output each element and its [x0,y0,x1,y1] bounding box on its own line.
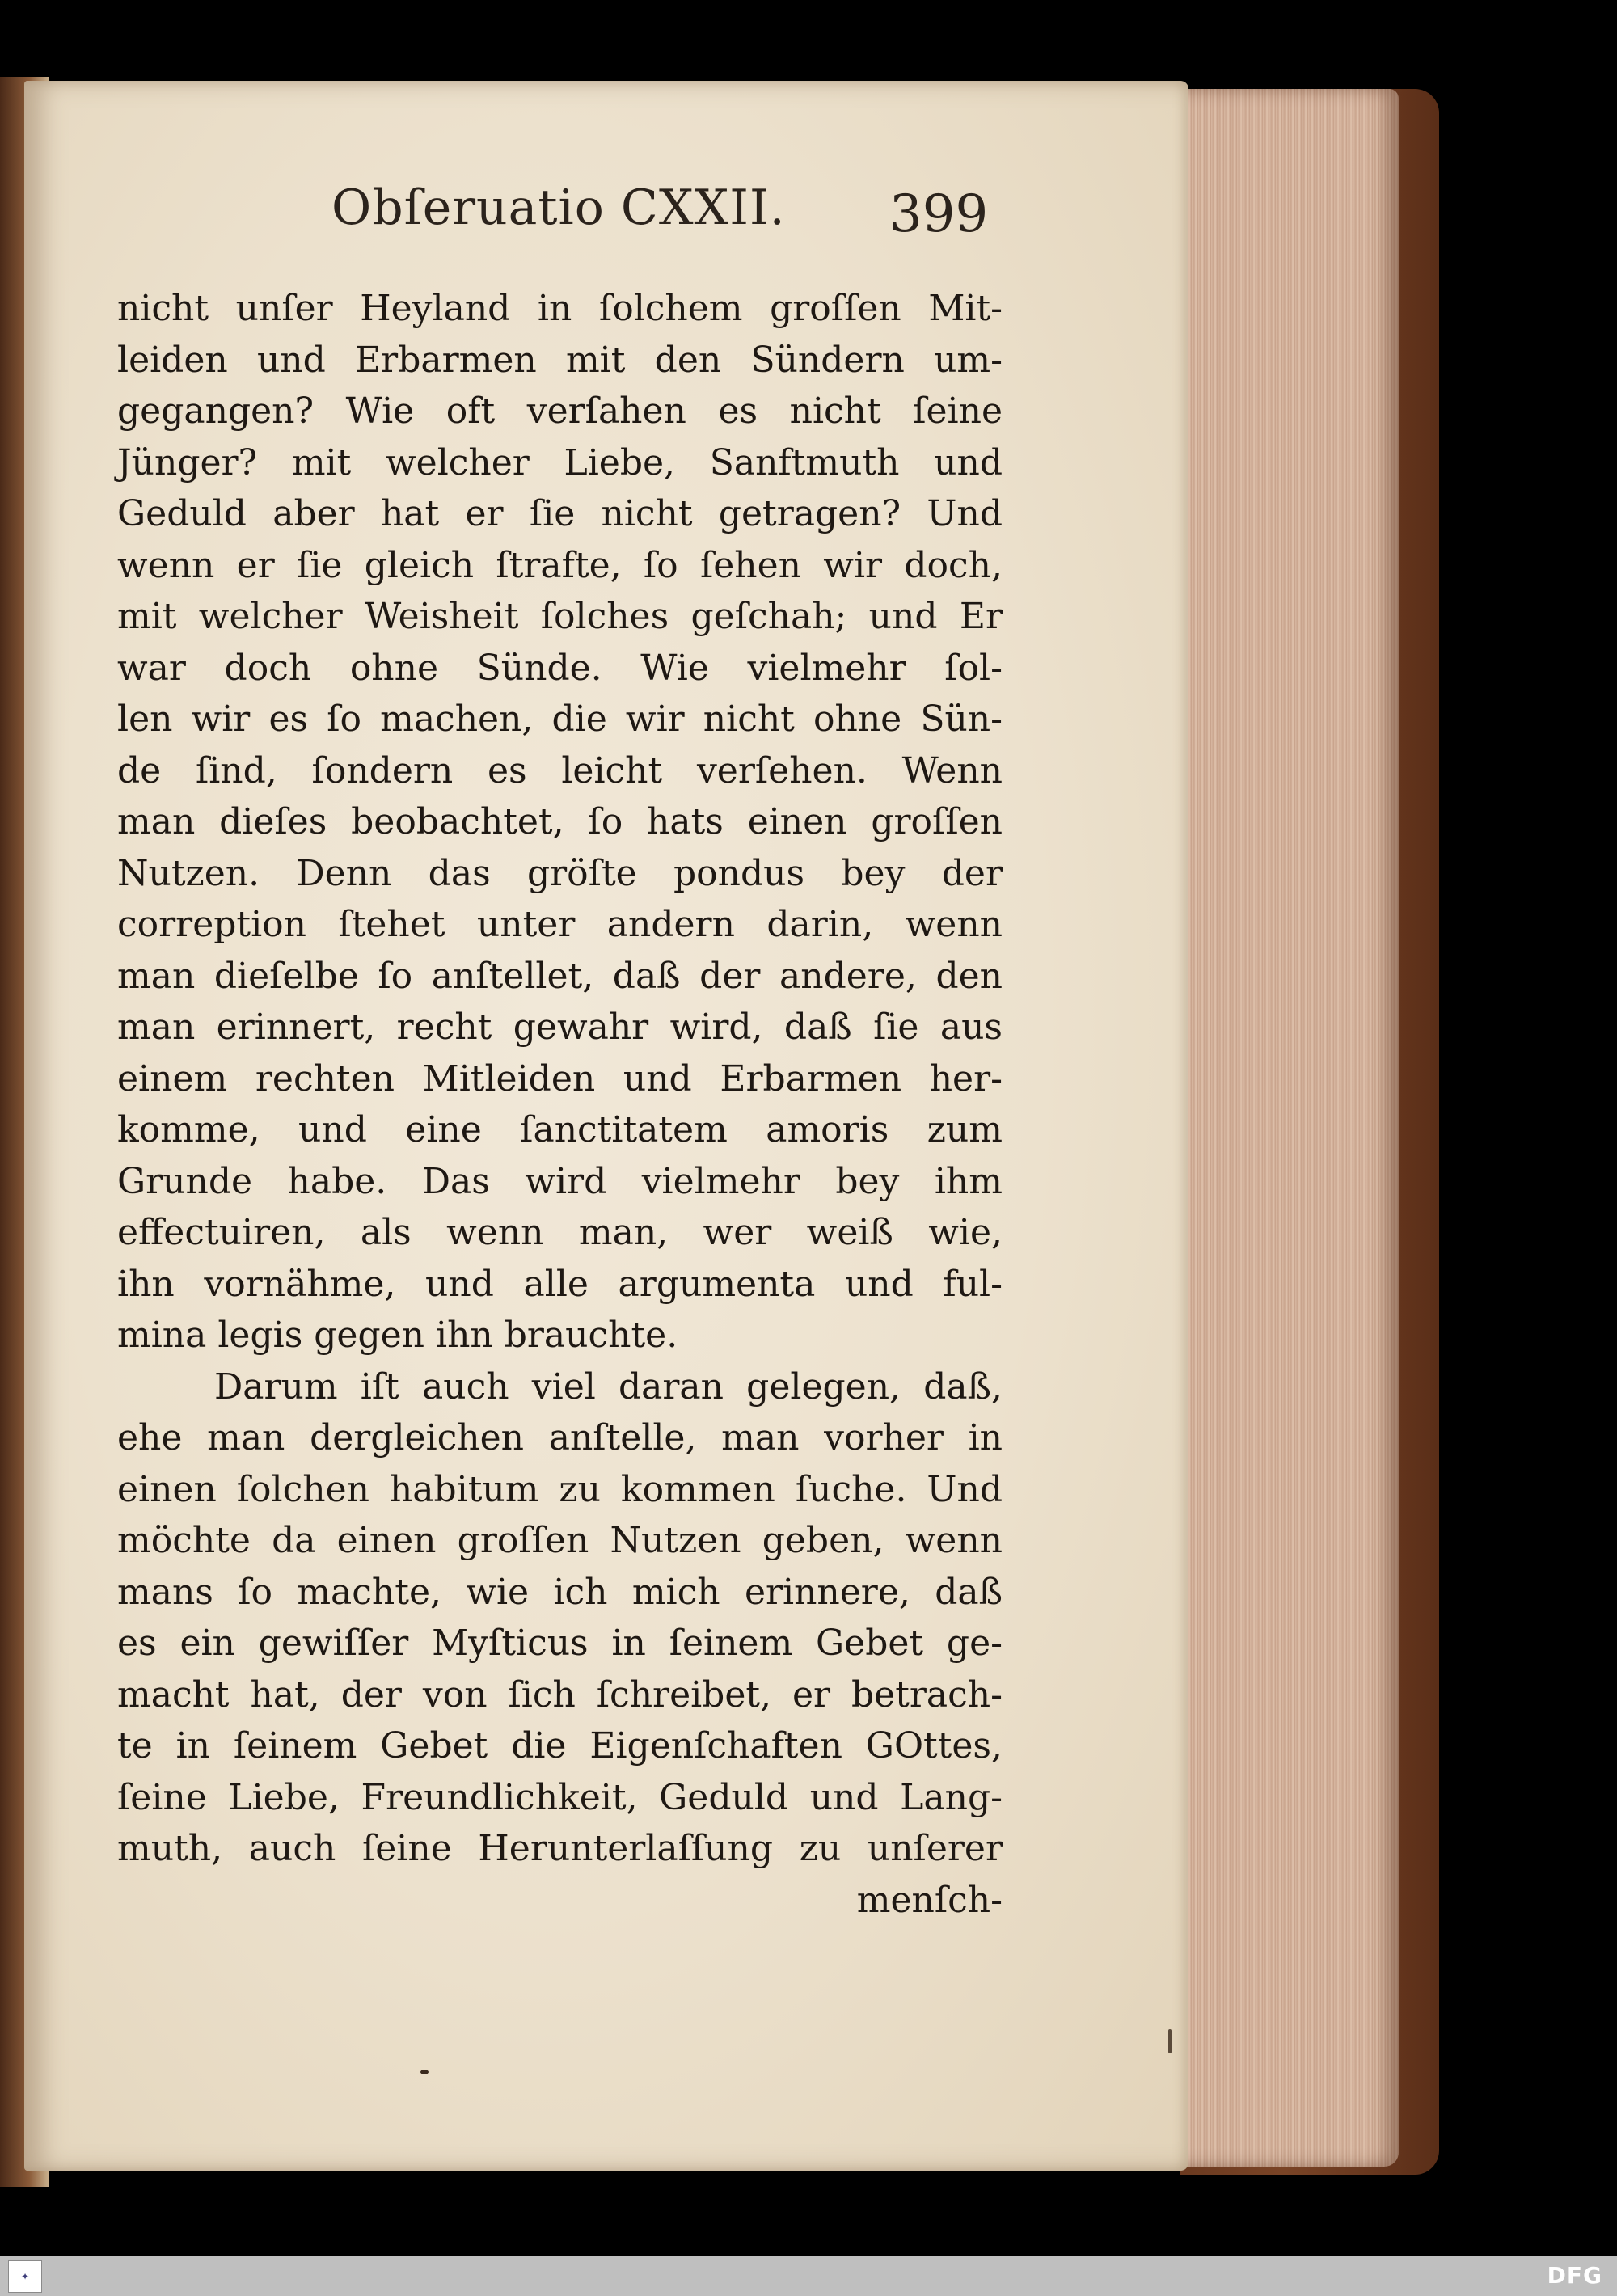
text-line: gegangen? Wie oft verſahen es nicht ſeine [117,390,1003,432]
paper-speck [1168,2029,1172,2053]
viewer-footer-bar [0,2256,1617,2296]
text-line: einem rechten Mitleiden und Erbarmen her- [117,1057,1003,1099]
text-line: macht hat, der von ſich ſchreibet, er betrach- [117,1673,1003,1716]
text-line: te in ſeinem Gebet die Eigenſchaften GOttes, [117,1725,1003,1766]
text-line: Grunde habe. Das wird vielmehr bey ihm [117,1160,1003,1202]
text-line: Jünger? mit welcher Liebe, Sanftmuth und [117,441,1003,483]
text-line: mans ſo machte, wie ich mich erinnere, daß [117,1571,1003,1613]
text-line: effectuiren, als wenn man, wer weiß wie, [117,1212,1003,1253]
text-line: ſeine Liebe, Freundlichkeit, Geduld und Lang- [117,1776,1003,1818]
library-logo-icon: ✦ [8,2260,42,2293]
text-line: man dieſelbe ſo anſtellet, daß der andere, den [117,955,1003,997]
text-line: mina legis gegen ihn brauchte. [117,1315,678,1356]
text-line: man erinnert, recht gewahr wird, daß ſie aus [117,1007,1003,1048]
body-text [117,283,1003,1926]
text-line: komme, und eine ſanctitatem amoris zum [117,1109,1003,1150]
text-line: war doch ohne Sünde. Wie vielmehr ſol- [117,647,1003,689]
text-line: nicht unſer Heyland in ſolchem groſſen Mit- [117,288,1003,329]
page-fore-edge [1172,89,1399,2167]
text-line: ihn vornähme, und alle argumenta und ful- [117,1263,1003,1305]
text-line: Geduld aber hat er ſie nicht getragen? Und [117,493,1003,534]
text-line: leiden und Erbarmen mit den Sündern um- [117,339,1003,381]
page-number: 399 [889,184,989,244]
text-line: wenn er ſie gleich ſtrafte, ſo ſehen wir doch, [117,544,1003,586]
running-head: Obſeruatio CXXII. [331,179,786,236]
catchword: menſch- [856,1879,1003,1921]
text-line: muth, auch ſeine Herunterlaſſung zu unſerer [117,1828,1003,1869]
text-line: mit welcher Weisheit ſolches geſchah; und Er [117,596,1003,637]
text-line: Darum iſt auch viel daran gelegen, daß, [214,1365,1003,1408]
paper-speck [420,2070,429,2074]
text-line: de ſind, ſondern es leicht verſehen. Wenn [117,749,1003,791]
text-line: correption ſtehet unter andern darin, wenn [117,904,1003,945]
text-line: Nutzen. Denn das gröſte pondus bey der [117,852,1003,894]
text-line: einen ſolchen habitum zu kommen ſuche. Und [117,1468,1003,1510]
text-line: möchte da einen groſſen Nutzen geben, wenn [117,1520,1003,1561]
text-line: es ein gewiſſer Myſticus in ſeinem Gebet ge- [117,1623,1003,1664]
dfg-logo: DFG [1547,2262,1602,2289]
text-line: man dieſes beobachtet, ſo hats einen groſſen [117,801,1003,842]
text-line: len wir es ſo machen, die wir nicht ohne Sün- [117,699,1003,740]
text-line: ehe man dergleichen anſtelle, man vorher in [117,1417,1003,1458]
